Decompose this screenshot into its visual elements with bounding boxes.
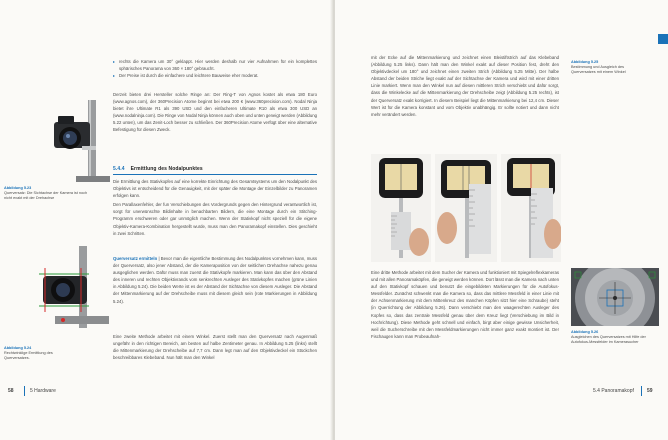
section-rule <box>113 174 317 175</box>
chapter-tab-marker <box>658 34 668 44</box>
right-page <box>335 0 668 440</box>
camera-panohead-illustration <box>48 100 110 182</box>
footer-divider <box>24 386 25 396</box>
intro-bullets <box>113 58 317 85</box>
figure-5-23-photo <box>48 100 110 182</box>
figure-5-25-photo-right <box>501 154 561 262</box>
section-heading <box>113 166 317 172</box>
caption-text: Querversatz: Die Sichtachse der Kamera ist noch nicht exakt mit der Drehachse <box>4 191 88 200</box>
left-footer-chapter: 5 Hardware <box>30 388 56 394</box>
figure-5-25-caption <box>571 60 649 75</box>
page-number: 58 <box>8 388 14 394</box>
figure-5-23-caption <box>4 186 90 201</box>
bullet-item: ▸ rechts die Kamera um 30° geklappt. Hier werden deshalb nur vier Aufnahmen für ein komplettes sphärisches Panorama von 360 × 180° gebraucht. <box>113 58 317 72</box>
right-top-paragraph: mit der Ecke auf die Mittenmarkierung und zeichnet einen Bleistiftstrich auf das Klebeband (Abbildung 5.25 links). Dann hält man den Winkel exakt auf dieser Position fest, dreht den Objektivdeckel um 180° und zeichnet einen zweiten Strich (Abbildung 5.25 Mitte). Der halbe Abstand der beiden Striche liegt exakt auf der Sichtachse der Kamera und wird mit einer dritten Linie markiert. Wenn man den Winkel nun auf diesen mittleren Strich verschiebt und dafür sorgt, dass die Winkelecke auf die Mittenmarkierung der Drehscheibe zeigt (Abbildung 5.25 rechts), ist der Querversatz exakt korrigiert. In diesem Beispiel liegt die Mittenmarkierung bei 12,4 cm. Dieser Wert ist für die Kamera konstant und vom Objektiv unabhängig. Er sollte notiert und dann nicht mehr verändert werden. <box>371 55 559 117</box>
section-number: 5.4.4 <box>113 166 125 172</box>
caption-text: Rechtwinklige Ermittlung des Querversatzes. <box>4 351 53 360</box>
bullet-item: ▸ Der Preise ist durch die einfachere und leichtere Bauweise eher moderat. <box>113 72 317 79</box>
figure-5-24-caption <box>4 346 74 361</box>
caption-text: Bestimmung und Ausgleich des Querversatzes mit einem Winkel <box>571 65 626 74</box>
caption-label: Abbildung 5.23 <box>4 186 32 190</box>
page-number: 59 <box>647 388 653 394</box>
paragraph: Den Parallaxenfehler, der fun Verschiebungen des Vordergrunds gegen den Hintergrund verantwortlich ist, sorgt für unerwünschte Bildinhalte in benachbarten Bildern, die eine Montage durch ein Stitching-Programm erschweren oder gar unmöglich machen. Wenn der Stativkopf nicht speziell für die eigene Objektiv-Kamera-Kombination hergestellt wurde, muss man den Panoramakopf einstellen. Dies geschieht in zwei Schritten. <box>113 202 317 236</box>
figure-5-25-photo-middle <box>435 154 497 262</box>
camera-markings-illustration <box>33 246 109 328</box>
viewfinder-autofocus-illustration <box>571 268 659 326</box>
paragraph: Die Ermittlung des Stativkopfes auf eine korrekte Einrichtung des Gesamtsystems um den Nodalpunkt des Objektivs ist entscheidend für die Genauigkeit, mit der später die Montage der Einzelbilder zu Panoramen erfolgen kann. <box>113 179 317 199</box>
section-paragraphs <box>113 178 317 248</box>
querversatz-text: Bevor man die eigentliche Bestimmung des Nodalpunktes vornehmen kann, muss der Querversatz, also jener Abstand, der die Kameraposition von der seitlichen Drehachse nahezu genau ausgeglichen werden. Dafür muss man zuerst die Stativkopfe markieren. Man kann das über den Abstand des inneren und rechten Objektivrands vom senkrechten Ausleger des Stativkopfes machen (grüne Linien in Abbildung 5.24). Die beiden Werte ist es der Abstand der Sichtachse von diesem Ausleger. Die Abstand der Mittenmarkierung auf der Drehscheibe muss mit diesem gleich sein (rote Markierungen in Abbildung 5.24). <box>113 256 317 304</box>
querversatz-lead: Querversatz ermitteln <box>113 256 158 261</box>
figure-5-24-photo <box>33 246 109 328</box>
caption-label: Abbildung 5.24 <box>4 346 32 350</box>
intro-paragraph: Derzeit bieten drei Hersteller solche Ringe an: Der Ring-T von Agnos kostet als etwa 180 Euro (www.agnos.com), der 360Precision Atome beginnt bei etwa 200 € (www.360precision.com). Nodal Ninja bietet ihre Ultimate R1 als 390 USD und den einfacheren Ultimate R10 als etwa 300 USD an (www.nodalninja.com). Die Ringe von Nodal Ninja können auch oben und unten geneigt werden (Abbildung 5.22 unten), um das Zenit-Loch besser zu schließen. Der 360Precision Atome verfügt über eine alternative Befestigung für diesen Zweck. <box>113 92 317 133</box>
caption-label: Abbildung 5.25 <box>571 60 599 64</box>
tape-marking-photo <box>371 154 431 262</box>
querversatz-paragraph: Querversatz ermitteln | Bevor man die eigentliche Bestimmung des Nodalpunktes vornehmen kann, muss der Querversatz, also jener Abstand, der die Kameraposition von der seitlichen Drehachse nahezu genau ausgeglichen werden. Dafür muss man zuerst die Stativkopfe markieren. Man kann das über den Abstand des inneren und rechten Objektivrands vom senkrechten Ausleger des Stativkopfes machen (grüne Linien in Abbildung 5.24). Die beiden Werte ist es der Abstand der Sichtachse von diesem Ausleger. Die Abstand der Mittenmarkierung auf der Drehscheibe muss mit diesem gleich sein (rote Markierungen in Abbildung 5.24). <box>113 256 317 304</box>
left-footer <box>8 388 14 394</box>
figure-5-26-photo <box>571 268 659 326</box>
figure-5-26-caption <box>571 330 653 345</box>
section-title: Ermittlung des Nodalpunktes <box>130 166 203 172</box>
right-lower-paragraph: Eine dritte Methode arbeitet mit dem Sucher der Kamera und funktioniert mit Spiegelreflexkameras und mit allen Panoramaköpfen, die geneigt werden können. Dort lässt man die Kamera nach unten auf den Stativkopf schauen und benutzt die eingebildeten Markierungen für die Autofokus-Messfelder. Zunächst schwenkt man die Kamera so, dass das mittlere Messfeld in einer Linie mit der Achsenmarkierung mit dem Mittenkreuz des manchen Köpfen sitzt hier eine Schraube) steht (in Querrichtung der Abbildung 5.26). Dann verschiebt man den waagerechten Ausleger des Kopfes so, dass das zentrale Messfeld genau über dem Kreuz liegt (Verschiebung im Bild in Hochrichtung). Diese Methode geht schnell und einfach, birgt aber einige gewisse Unsicherheit, weil die Sucherschreibe mit den Messfeldmarkierungen nicht immer ganz exakt montiert ist. Der Fischaugen kann man Probeaufnah- <box>371 270 559 339</box>
footer-divider <box>641 386 642 396</box>
right-footer-section: 5.4 Panoramakopf <box>593 388 634 394</box>
left-page <box>0 0 333 440</box>
caption-text: Ausgleichen des Querversatzes mit Hilfe der Autofokus-Messfelder im Kamerasucher <box>571 335 646 344</box>
aligned-ruler-photo <box>501 154 561 262</box>
caption-label: Abbildung 5.26 <box>571 330 599 334</box>
figure-5-25-photo-left <box>371 154 431 262</box>
second-method-paragraph: Eine zweite Methode arbeitet mit einem Winkel. Zuerst stellt man den Querversatz nach Augenmaß ungefähr in den richtigen Bereich, am besten auf halbe Zentimeter genau. In Abbildung 5.25 (links) stellt die Mittenmarkierung der Drehscheibe auf 7,7 cm. Dann legt man auf den Objektivdeckel ein Stückchen beschreibbares Klebeband. Nun hält man den Winkel <box>113 334 317 361</box>
square-ruler-photo <box>435 154 497 262</box>
